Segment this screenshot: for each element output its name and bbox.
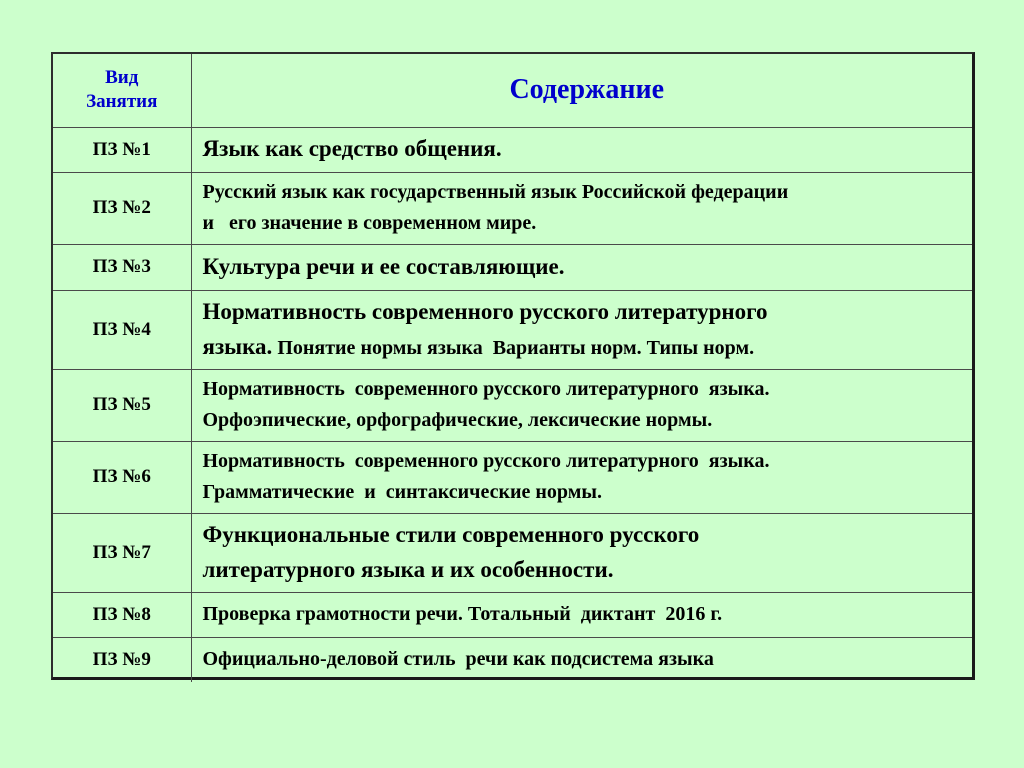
row-content-line1: Официально-деловой стиль речи как подсистема языка [202,648,714,671]
header-type-line1: Вид [105,66,139,88]
row-label: ПЗ №2 [53,172,191,244]
table-row [53,290,972,369]
table-row [53,172,972,244]
row-content-line1: Нормативность современного русского литературного языка. [202,378,770,400]
row-label: ПЗ №4 [53,290,191,369]
row-content-line1: Нормативность современного русского литературного [202,299,768,325]
row-content-line2: литературного языка и их особенности. [202,556,614,582]
row-content-line1: Культура речи и ее составляющие. [202,253,565,279]
row-content-line2: и его значение в современном мире. [202,212,537,234]
table-row [53,592,972,637]
row-content-line2-start: языка. [202,333,273,359]
row-label: ПЗ №8 [53,592,191,637]
header-type-cell [53,54,191,127]
row-content-line1: Язык как средство общения. [202,136,502,162]
row-label: ПЗ №1 [53,127,191,172]
table-row [53,513,972,592]
row-label: ПЗ №9 [53,637,191,682]
row-label: ПЗ №5 [53,369,191,441]
lessons-table [51,52,975,680]
row-content-line1: Проверка грамотности речи. Тотальный диктант 2016 г. [202,603,723,625]
row-label: ПЗ №7 [53,513,191,592]
table-row [53,637,972,682]
row-content [191,127,972,172]
row-content [191,513,972,592]
row-content [191,172,972,244]
row-content [191,244,972,290]
row-content [191,441,972,513]
table-row [53,127,972,172]
row-content-line2: Орфоэпические, орфографические, лексические нормы. [202,409,713,431]
header-type-line2: Занятия [86,91,158,113]
row-content-line2-rest: Понятие нормы языка Варианты норм. Типы норм. [272,336,755,359]
table-row [53,244,972,290]
row-content [191,290,972,369]
row-label: ПЗ №3 [53,244,191,290]
table-row [53,369,972,441]
row-content [191,592,972,637]
lessons-table-grid [53,54,972,682]
header-content-cell: Содержание [191,54,972,127]
row-content [191,637,972,682]
row-content-line1: Русский язык как государственный язык Российской федерации [202,181,789,203]
row-content-line1: Нормативность современного русского литературного языка. [202,450,770,472]
table-row [53,441,972,513]
row-content [191,369,972,441]
header-row [53,54,972,127]
row-label: ПЗ №6 [53,441,191,513]
row-content-line1: Функциональные стили современного русского [202,522,700,548]
row-content-line2: Грамматические и синтаксические нормы. [202,481,602,503]
